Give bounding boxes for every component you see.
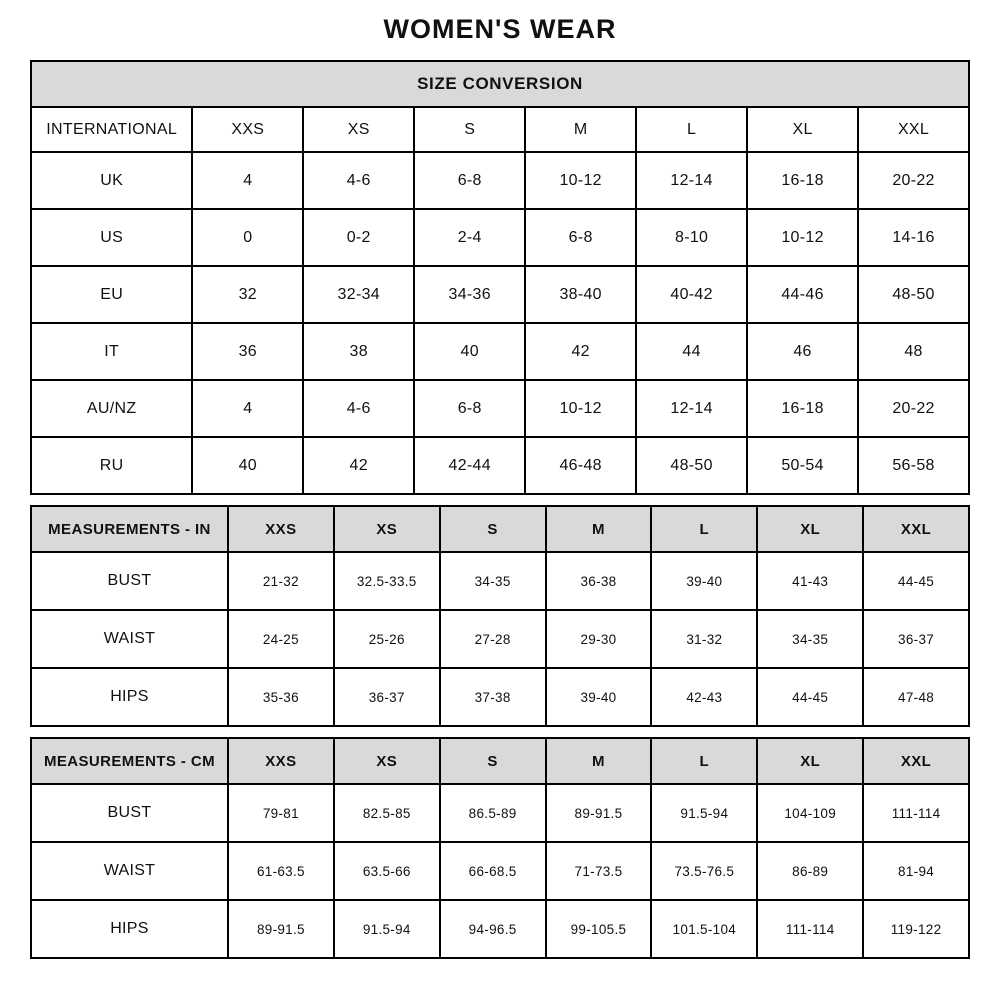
table-cell: 111-114 [863,784,969,842]
table-cell: 34-35 [757,610,863,668]
table-cell: 61-63.5 [228,842,334,900]
table-cell: 47-48 [863,668,969,726]
table-cell: 86-89 [757,842,863,900]
table-cell: 56-58 [858,437,969,494]
table-cell: 38 [303,323,414,380]
table-cell: 32.5-33.5 [334,552,440,610]
table-cell: 44-46 [747,266,858,323]
table-cell: 24-25 [228,610,334,668]
column-header: XXS [192,107,303,152]
table-row [31,552,969,610]
table-cell: 66-68.5 [440,842,546,900]
table-header-row [31,506,969,552]
column-header: INTERNATIONAL [31,107,192,152]
table-cell: 6-8 [414,380,525,437]
table-cell: 2-4 [414,209,525,266]
table-cell: 4 [192,152,303,209]
table-cell: 16-18 [747,152,858,209]
table-cell: 42 [303,437,414,494]
table-banner-row [31,61,969,107]
size-conversion-table [30,60,970,495]
table-cell: 79-81 [228,784,334,842]
column-header: XXS [228,506,334,552]
table-cell: 99-105.5 [546,900,652,958]
column-header: XXL [863,738,969,784]
table-cell: 0-2 [303,209,414,266]
column-header: XS [334,738,440,784]
table-cell: 50-54 [747,437,858,494]
table-header-row [31,107,969,152]
table-cell: 31-32 [651,610,757,668]
column-header: XXL [863,506,969,552]
table-row [31,784,969,842]
table-cell: 104-109 [757,784,863,842]
row-label: IT [31,323,192,380]
table-cell: 44 [636,323,747,380]
table-cell: 40 [414,323,525,380]
table-row [31,323,969,380]
row-label: BUST [31,552,228,610]
table-cell: 10-12 [525,380,636,437]
column-header: S [414,107,525,152]
row-label: WAIST [31,842,228,900]
table-cell: 48 [858,323,969,380]
table-cell: 42-43 [651,668,757,726]
table-cell: 82.5-85 [334,784,440,842]
table-cell: 29-30 [546,610,652,668]
row-label: RU [31,437,192,494]
table-cell: 38-40 [525,266,636,323]
row-label: EU [31,266,192,323]
measurements-cm-table [30,737,970,959]
table-cell: 34-35 [440,552,546,610]
column-header: L [651,506,757,552]
page-title: WOMEN'S WEAR [383,14,617,44]
table-cell: 36-37 [334,668,440,726]
table-cell: 40-42 [636,266,747,323]
column-header: M [546,738,652,784]
row-label: HIPS [31,900,228,958]
table-cell: 46-48 [525,437,636,494]
table-cell: 10-12 [525,152,636,209]
table-cell: 48-50 [858,266,969,323]
table-cell: 40 [192,437,303,494]
table-cell: 35-36 [228,668,334,726]
table-cell: 89-91.5 [546,784,652,842]
column-header: MEASUREMENTS - CM [31,738,228,784]
column-header: XXS [228,738,334,784]
table-cell: 12-14 [636,152,747,209]
table-cell: 94-96.5 [440,900,546,958]
table-row [31,437,969,494]
table-cell: 119-122 [863,900,969,958]
column-header: XL [757,506,863,552]
table-cell: 89-91.5 [228,900,334,958]
table-cell: 6-8 [414,152,525,209]
row-label: WAIST [31,610,228,668]
table-cell: 101.5-104 [651,900,757,958]
table-cell: 34-36 [414,266,525,323]
table-cell: 32-34 [303,266,414,323]
table-cell: 91.5-94 [334,900,440,958]
table-cell: 10-12 [747,209,858,266]
table-row [31,900,969,958]
row-label: BUST [31,784,228,842]
table-row [31,380,969,437]
table-cell: 21-32 [228,552,334,610]
table-cell: 27-28 [440,610,546,668]
row-label: US [31,209,192,266]
table-cell: 20-22 [858,152,969,209]
column-header: XS [334,506,440,552]
measurements-in-table [30,505,970,727]
table-cell: 20-22 [858,380,969,437]
column-header: M [525,107,636,152]
table-row [31,209,969,266]
table-cell: 12-14 [636,380,747,437]
table-cell: 71-73.5 [546,842,652,900]
table-cell: 4 [192,380,303,437]
table-cell: 86.5-89 [440,784,546,842]
table-cell: 4-6 [303,380,414,437]
table-cell: 14-16 [858,209,969,266]
column-header: MEASUREMENTS - IN [31,506,228,552]
table-cell: 44-45 [863,552,969,610]
table-header-row [31,738,969,784]
table-cell: 91.5-94 [651,784,757,842]
table-row [31,668,969,726]
table-cell: 36 [192,323,303,380]
table-cell: 39-40 [651,552,757,610]
column-header: XL [757,738,863,784]
table-cell: 16-18 [747,380,858,437]
row-label: AU/NZ [31,380,192,437]
table-cell: 25-26 [334,610,440,668]
table-cell: 6-8 [525,209,636,266]
table-cell: 42-44 [414,437,525,494]
column-header: S [440,506,546,552]
table-row [31,610,969,668]
table-cell: 36-37 [863,610,969,668]
column-header: XS [303,107,414,152]
column-header: S [440,738,546,784]
column-header: M [546,506,652,552]
table-row [31,152,969,209]
table-cell: 81-94 [863,842,969,900]
table-cell: 44-45 [757,668,863,726]
column-header: L [651,738,757,784]
row-label: UK [31,152,192,209]
table-row [31,842,969,900]
table-cell: 41-43 [757,552,863,610]
table-cell: 0 [192,209,303,266]
table-cell: 48-50 [636,437,747,494]
table-cell: 111-114 [757,900,863,958]
table-row [31,266,969,323]
table-banner: SIZE CONVERSION [31,61,969,107]
table-cell: 73.5-76.5 [651,842,757,900]
table-cell: 32 [192,266,303,323]
table-cell: 39-40 [546,668,652,726]
table-cell: 8-10 [636,209,747,266]
table-cell: 46 [747,323,858,380]
column-header: XL [747,107,858,152]
table-cell: 4-6 [303,152,414,209]
table-cell: 36-38 [546,552,652,610]
table-cell: 42 [525,323,636,380]
row-label: HIPS [31,668,228,726]
table-cell: 63.5-66 [334,842,440,900]
column-header: XXL [858,107,969,152]
column-header: L [636,107,747,152]
table-cell: 37-38 [440,668,546,726]
